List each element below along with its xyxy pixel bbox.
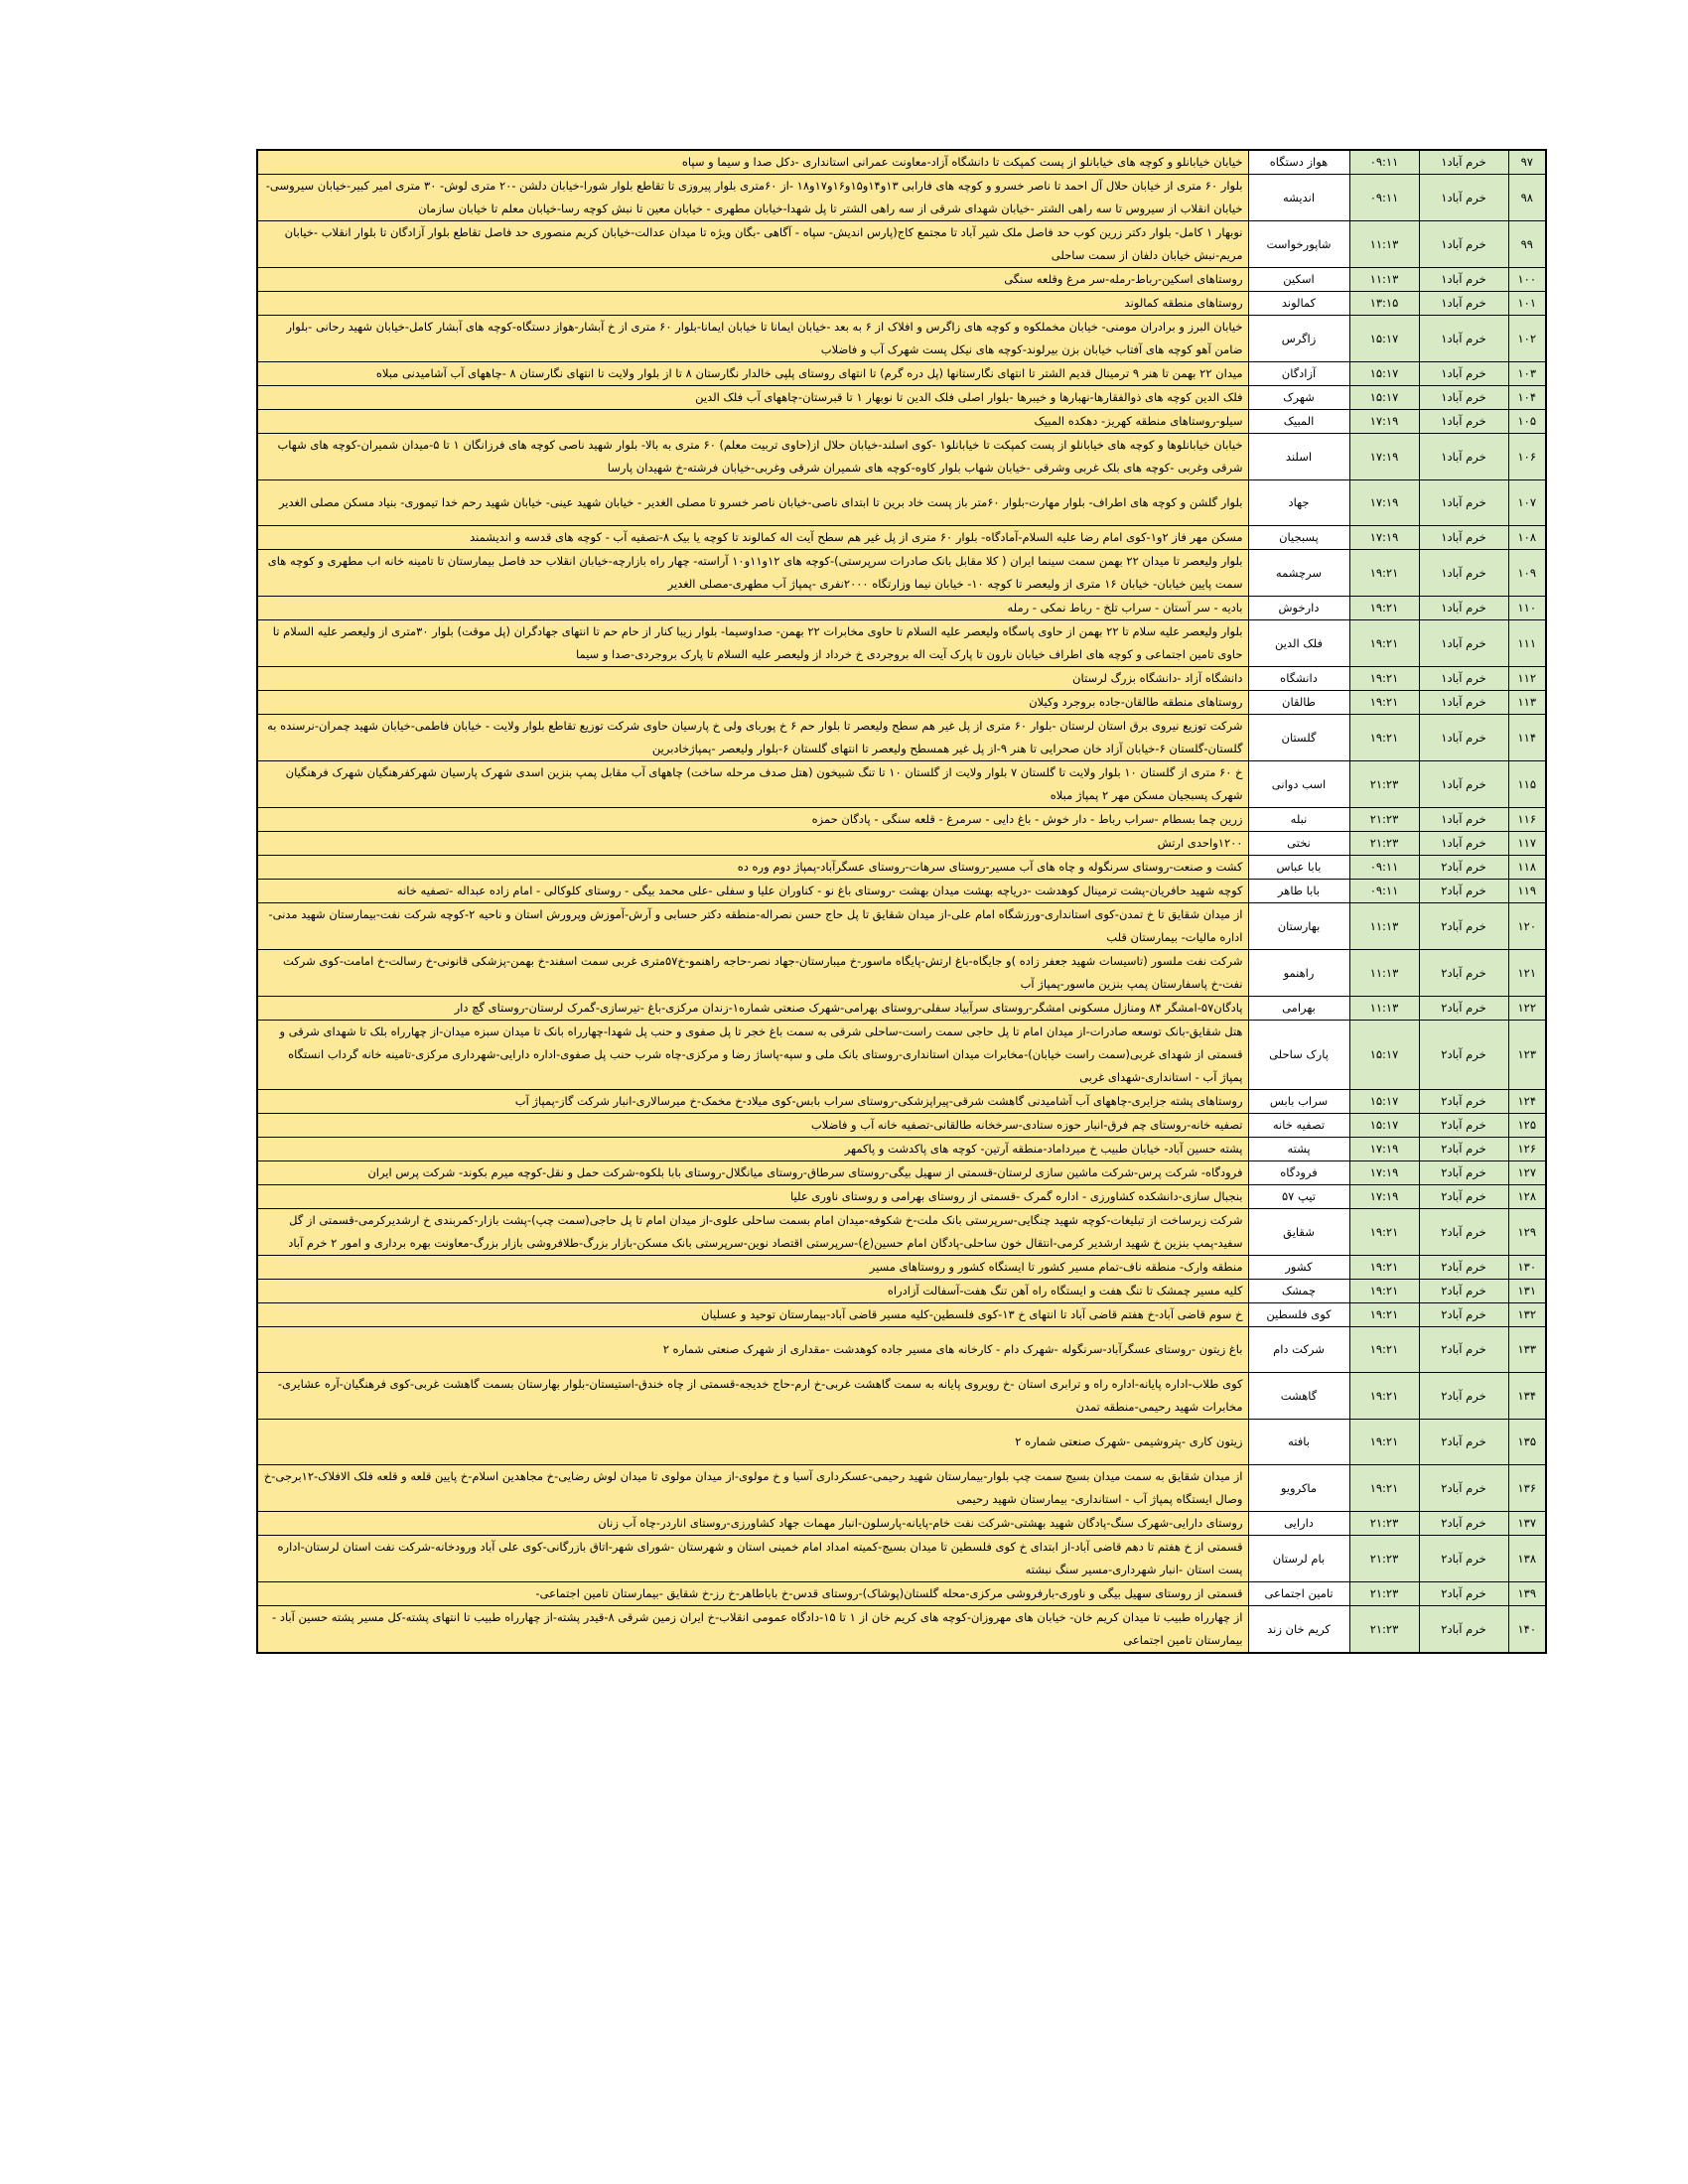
num-cell: ۱۱۵ [1508,761,1546,808]
time-cell: ۱۷:۱۹ [1349,1161,1419,1185]
table-row [257,856,1546,880]
area-cell: بابا طاهر [1248,880,1349,903]
description-cell: از میدان شقایق به سمت میدان بسیج سمت چپ بلوار-بیمارستان شهید رحیمی-عسکرداری آسیا و خ مولوی-از میدان مولوی تا میدان لوش رضایی-خ مجاهدین اسلام-خ پایین قلعه و قلعه فلک الافلاک-۱۲برجی-خ وصال ایستگاه پمپاژ آب - استانداری- بیمارستان شهید رحیمی [257,1465,1248,1512]
city-cell: خرم آباد۲ [1419,903,1508,950]
description-cell: کوی طلاب-اداره پایانه-اداره راه و ترابری استان -خ رویروی پایانه به سمت گاهشت غربی-خ ارم-حاج خدیجه-قسمتی از چاه خندق-استیستان-بلوار بهارستان بسمت گاهشت غربی-کوی فرهنگیان-آره عشایری-مخابرات شهید رحیمی-منطقه تمدن [257,1373,1248,1420]
time-cell: ۲۱:۲۳ [1349,761,1419,808]
area-cell: شهرک [1248,386,1349,410]
num-cell: ۱۱۷ [1508,832,1546,856]
time-cell: ۱۹:۲۱ [1349,1209,1419,1256]
city-cell: خرم آباد۱ [1419,832,1508,856]
table-row [257,526,1546,550]
num-cell: ۱۲۱ [1508,950,1546,997]
table-row [257,1420,1546,1465]
city-cell: خرم آباد۱ [1419,620,1508,667]
num-cell: ۱۲۸ [1508,1185,1546,1209]
area-cell: ماکرویو [1248,1465,1349,1512]
num-cell: ۱۰۱ [1508,292,1546,316]
num-cell: ۱۱۰ [1508,597,1546,620]
time-cell: ۲۱:۲۳ [1349,1582,1419,1606]
area-cell: اسب دوانی [1248,761,1349,808]
area-cell: بام لرستان [1248,1536,1349,1582]
table-row [257,1582,1546,1606]
description-cell: روستای دارایی-شهرک سنگ-پادگان شهید بهشتی-شرکت نفت خام-پایانه-پارسلون-انبار مهمات جهاد کشاورزی-روستای اناردر-چاه آب زنان [257,1512,1248,1536]
city-cell: خرم آباد۲ [1419,997,1508,1021]
area-cell: زاگرس [1248,316,1349,362]
city-cell: خرم آباد۲ [1419,1420,1508,1465]
num-cell: ۱۰۵ [1508,410,1546,434]
area-cell: گاهشت [1248,1373,1349,1420]
table-row [257,268,1546,292]
city-cell: خرم آباد۱ [1419,808,1508,832]
city-cell: خرم آباد۲ [1419,880,1508,903]
area-cell: تصفیه خانه [1248,1114,1349,1138]
table-row [257,1114,1546,1138]
table-row [257,1185,1546,1209]
description-cell: هتل شقایق-بانک توسعه صادرات-از میدان امام تا پل حاجی سمت راست-ساحلی شرقی به سمت باغ خجر تا پل صفوی و حنب پل شهدا-چهارراه بانک تا میدان سبزه میدان-از چهارراه بلک تا شهدای شرقی و قسمتی از شهدای غربی(سمت راست خیابان)-مخابرات میدان استانداری-روستای بانک ملی و سپه-پاساژ رضا و مرکزی-چاه شرب حنب پل صفوی-اداره دارایی-شهرداری مرکزی-تامینه خانه گرداب انستگاه پمپاژ آب - استانداری-شهدای غربی [257,1021,1248,1090]
description-cell: بنجبال سازی-دانشکده کشاورزی - اداره گمرک -قسمتی از روستای بهرامی و روستای ناوری علیا [257,1185,1248,1209]
table-row [257,1536,1546,1582]
city-cell: خرم آباد۱ [1419,691,1508,715]
table-row [257,434,1546,480]
description-cell: بلوار ۶۰ متری از خیابان حلال آل احمد تا ناصر خسرو و کوچه های فارابی ۱۳و۱۴و۱۵و۱۶و۱۷و۱۸ -از ۶۰متری بلوار پیروزی تا تقاطع بلوار شورا-خیابان دلشن -۲۰ متری لوش- ۳۰ متری امیر کبیر-خیابان سیروسی-خیابان انقلاب از سیروس تا سه راهی الشتر -خیابان شهدای شرقی از سه راهی الشتر تا پل شهدا-خیابان مطهری - خیابان معین تا نبش کوچه رسا-خیابان معلم تا خیابان سازمان [257,175,1248,221]
city-cell: خرم آباد۱ [1419,292,1508,316]
area-cell: بابا عباس [1248,856,1349,880]
table-row [257,410,1546,434]
time-cell: ۱۷:۱۹ [1349,1185,1419,1209]
time-cell: ۲۱:۲۳ [1349,1512,1419,1536]
time-cell: ۱۷:۱۹ [1349,1138,1419,1161]
description-cell: خیابان خیابانلوها و کوچه های خیابانلو از پست کمپکت تا خیابانلو۱ -کوی اسلند-خیابان حلال از(حاوی تربیت معلم) ۶۰ متری به بالا- بلوار شهید ناصی کوچه های فرزانگان ۱ تا ۵-میدان شمیران-کوچه های شهاب شرقی وغربی -کوچه های بلک غربی وشرقی -خیابان شهاب بلوار کاوه-کوچه های شمیران شرقی وغربی-خیابان فرشته-خ شهیدان پارسا [257,434,1248,480]
num-cell: ۱۱۳ [1508,691,1546,715]
area-cell: تامین اجتماعی [1248,1582,1349,1606]
outage-schedule-body [257,150,1546,1653]
description-cell: خیابان خیابانلو و کوچه های خیابانلو از پست کمپکت تا دانشگاه آزاد-معاونت عمرانی استانداری -دکل صدا و سیما و سپاه [257,150,1248,175]
area-cell: شاپورخواست [1248,221,1349,268]
description-cell: خ سوم قاضی آباد-خ هفتم قاضی آباد تا انتهای خ ۱۳-کوی فلسطین-کلیه مسیر قاضی آباد-بیمارستان توحید و عسلیان [257,1303,1248,1327]
table-row [257,292,1546,316]
city-cell: خرم آباد۲ [1419,1582,1508,1606]
num-cell: ۱۱۹ [1508,880,1546,903]
description-cell: بادیه - سر آستان - سراب تلخ - رباط نمکی - رمله [257,597,1248,620]
city-cell: خرم آباد۲ [1419,1161,1508,1185]
city-cell: خرم آباد۱ [1419,715,1508,761]
city-cell: خرم آباد۱ [1419,316,1508,362]
num-cell: ۱۲۲ [1508,997,1546,1021]
city-cell: خرم آباد۱ [1419,386,1508,410]
num-cell: ۱۰۶ [1508,434,1546,480]
area-cell: فلک الدین [1248,620,1349,667]
description-cell: بلوار گلشن و کوچه های اطراف- بلوار مهارت-بلوار ۶۰متر باز پست خاد برین تا ابتدای ناصی-خیابان ناصر خسرو تا مصلی الغدیر - خیابان شهید عینی- خیابان شهید رحم خدا تیموری- بنیاد مسکن مصلی الغدیر [257,480,1248,526]
time-cell: ۱۷:۱۹ [1349,434,1419,480]
description-cell: بلوار ولیعصر تا میدان ۲۲ بهمن سمت سینما ایران ( کلا مقابل بانک صادرات سرپرستی)-کوچه های ۱۲و۱۱و۱۰ آراسته- چهار راه بازارچه-خیابان انقلاب حد فاصل بیمارستان تا تامینه خانه اب مطهری و کوچه های سمت پایین خیابان- خیابان ۱۶ متری از ولیعصر تا کوچه ۱۰- خیابان نیما وزارتگاه ۲۰۰۰نفری -پمپاژ آب مطهری-مصلی الغدیر [257,550,1248,597]
area-cell: طالقان [1248,691,1349,715]
area-cell: شرکت دام [1248,1327,1349,1373]
description-cell: شرکت توزیع نیروی برق استان لرستان -بلوار ۶۰ متری از پل غیر هم سطح ولیعصر تا بلوار حم ۶ خ پوربای ولی خ پارسیان حاوی شرکت توزیع تقاطع بلوار ولایت - خیابان فاطمی-خیابان شهید چمران-نرسنده به گلستان-گلستان ۶-خیابان آزاد خان صحرایی تا هنر ۹-از پل غیر همسطح ولیعصر تا انتهای گلستان ۶-بلوار ولیعصر -پمپاژخادبرین [257,715,1248,761]
table-row [257,832,1546,856]
area-cell: راهنمو [1248,950,1349,997]
num-cell: ۱۱۴ [1508,715,1546,761]
description-cell: زیتون کاری -پتروشیمی -شهرک صنعتی شماره ۲ [257,1420,1248,1465]
time-cell: ۲۱:۲۳ [1349,1536,1419,1582]
table-row [257,550,1546,597]
table-row [257,1090,1546,1114]
num-cell: ۱۰۰ [1508,268,1546,292]
num-cell: ۱۴۰ [1508,1606,1546,1654]
description-cell: میدان ۲۲ بهمن تا هنر ۹ ترمینال قدیم الشتر تا انتهای نگارستانها (پل دره گرم) تا انتهای روستای پلپی خالدار نگارستان ۸ تا از بلوار ولایت تا انتهای نگارستان ۸ -چاههای آب آشامیدنی مبلاه [257,362,1248,386]
num-cell: ۱۰۷ [1508,480,1546,526]
time-cell: ۰۹:۱۱ [1349,856,1419,880]
time-cell: ۱۹:۲۱ [1349,691,1419,715]
time-cell: ۲۱:۲۳ [1349,1606,1419,1654]
area-cell: بهارستان [1248,903,1349,950]
area-cell: اندیشه [1248,175,1349,221]
num-cell: ۱۰۴ [1508,386,1546,410]
city-cell: خرم آباد۲ [1419,1138,1508,1161]
description-cell: روستاهای پشته جزایری-چاههای آب آشامیدنی گاهشت شرقی-پیراپزشکی-روستای سراب بابس-کوی میلاد-خ مخمک-خ میرسالاری-انبار شرکت گاز-پمپاژ آب [257,1090,1248,1114]
table-row [257,761,1546,808]
area-cell: نختی [1248,832,1349,856]
num-cell: ۱۲۵ [1508,1114,1546,1138]
time-cell: ۱۱:۱۳ [1349,997,1419,1021]
time-cell: ۱۷:۱۹ [1349,526,1419,550]
city-cell: خرم آباد۱ [1419,362,1508,386]
description-cell: روستاهای اسکین-رباط-رمله-سر مرغ وقلعه سنگی [257,268,1248,292]
area-cell: بهرامی [1248,997,1349,1021]
description-cell: مسکن مهر فاز ۲و۱-کوی امام رضا علیه السلام-آمادگاه- بلوار ۶۰ متری از پل غیر هم سطح آیت اله کمالوند تا کوچه یا بیک ۸-تصفیه آب - کوچه های قدسه و اندیشمند [257,526,1248,550]
city-cell: خرم آباد۲ [1419,1327,1508,1373]
time-cell: ۱۵:۱۷ [1349,386,1419,410]
table-row [257,386,1546,410]
city-cell: خرم آباد۱ [1419,667,1508,691]
num-cell: ۱۲۶ [1508,1138,1546,1161]
description-cell: از چهارراه طبیب تا میدان کریم خان- خیابان های مهروزان-کوچه های کریم خان از ۱ تا ۱۵-دادگاه عمومی انقلاب-خ ایران زمین شرقی ۸-قیدر پشته-از چهارراه طبیب تا انتهای پشته-کل مسیر پشته حسین آباد - بیمارستان تامین اجتماعی [257,1606,1248,1654]
time-cell: ۱۵:۱۷ [1349,1114,1419,1138]
table-row [257,316,1546,362]
table-row [257,1373,1546,1420]
area-cell: شقایق [1248,1209,1349,1256]
table-row [257,480,1546,526]
area-cell: دارخوش [1248,597,1349,620]
description-cell: کلیه مسیر چمشک تا تنگ هفت و ایستگاه راه آهن تنگ هفت-آسفالت آزادراه [257,1280,1248,1303]
num-cell: ۱۱۱ [1508,620,1546,667]
num-cell: ۱۳۰ [1508,1256,1546,1280]
table-row [257,1161,1546,1185]
area-cell: آزادگان [1248,362,1349,386]
table-row [257,691,1546,715]
area-cell: دارایی [1248,1512,1349,1536]
num-cell: ۱۰۹ [1508,550,1546,597]
description-cell: زرین چما بسطام -سراب رباط - دار خوش - باغ دایی - سرمرغ - قلعه سنگی - پادگان حمزه [257,808,1248,832]
city-cell: خرم آباد۲ [1419,1536,1508,1582]
table-row [257,1021,1546,1090]
table-row [257,903,1546,950]
num-cell: ۹۹ [1508,221,1546,268]
table-row [257,1327,1546,1373]
area-cell: اسلند [1248,434,1349,480]
num-cell: ۱۱۲ [1508,667,1546,691]
time-cell: ۱۹:۲۱ [1349,1256,1419,1280]
description-cell: دانشگاه آزاد -دانشگاه بزرگ لرستان [257,667,1248,691]
description-cell: باغ زیتون -روستای عسگرآباد-سرنگوله -شهرک دام - کارخانه های مسیر جاده کوهدشت -مقداری از شهرک صنعتی شماره ۲ [257,1327,1248,1373]
description-cell: سیلو-روستاهای منطقه کهریز- دهکده المبیک [257,410,1248,434]
num-cell: ۱۱۸ [1508,856,1546,880]
num-cell: ۱۳۱ [1508,1280,1546,1303]
city-cell: خرم آباد۲ [1419,1303,1508,1327]
city-cell: خرم آباد۲ [1419,1373,1508,1420]
area-cell: دانشگاه [1248,667,1349,691]
description-cell: روستاهای منطقه کمالوند [257,292,1248,316]
area-cell: کشور [1248,1256,1349,1280]
num-cell: ۱۳۲ [1508,1303,1546,1327]
table-row [257,1138,1546,1161]
area-cell: هواز دستگاه [1248,150,1349,175]
area-cell: گلستان [1248,715,1349,761]
description-cell: بلوار ولیعصر علیه سلام تا ۲۲ بهمن از حاوی پاسگاه ولیعصر علیه السلام تا حاوی مخابرات ۲۲ بهمن- صداوسیما- بلوار زیبا کنار از حام حم تا انتهای جهادگران (پل موقت) بلوار ۳۰متری از ولیعصر علیه السلام تا حاوی تامین اجتماعی و کوچه های اطراف خیابان نارون تا پارک آیت اله بروجردی خ خرداد از ولیعصر علیه السلام تا پارک بروجردی-صدا و سیما [257,620,1248,667]
time-cell: ۱۱:۱۳ [1349,950,1419,997]
table-row [257,880,1546,903]
num-cell: ۹۸ [1508,175,1546,221]
table-row [257,1512,1546,1536]
time-cell: ۱۹:۲۱ [1349,715,1419,761]
time-cell: ۰۹:۱۱ [1349,880,1419,903]
area-cell: سرچشمه [1248,550,1349,597]
description-cell: نوبهار ۱ کامل- بلوار دکتر زرین کوب حد فاصل ملک شیر آباد تا مجتمع کاج(پارس اندیش- سپاه - آگاهی -بگان ویژه تا میدان عدالت-خیابان کریم منصوری حد فاصل تقاطع بلوار آزادگان تا بلوار انقلاب -خیابان مریم-نبش خیابان دلفان از سمت ساحلی [257,221,1248,268]
description-cell: خیابان البرز و برادران مومنی- خیابان مخملکوه و کوچه های زاگرس و افلاک از ۶ به بعد -خیابان ایمانا تا خیابان ایمانا-بلوار ۶۰ متری از خ آبشار-هواز دستگاه-کوچه های آبشار کامل-خیابان شهید رحانی -بلوار ضامن آهو کوچه های آفتاب خیابان بزن بیرلوند-کوچه های نیکل پست شهرک آب و فاضلاب [257,316,1248,362]
num-cell: ۱۲۰ [1508,903,1546,950]
table-row [257,715,1546,761]
num-cell: ۱۲۴ [1508,1090,1546,1114]
table-row [257,620,1546,667]
table-row [257,1280,1546,1303]
city-cell: خرم آباد۲ [1419,950,1508,997]
city-cell: خرم آباد۱ [1419,410,1508,434]
time-cell: ۱۹:۲۱ [1349,1280,1419,1303]
table-row [257,597,1546,620]
description-cell: روستاهای منطقه طالقان-جاده بروجرد وکیلان [257,691,1248,715]
city-cell: خرم آباد۱ [1419,526,1508,550]
num-cell: ۱۰۳ [1508,362,1546,386]
description-cell: فرودگاه- شرکت پرس-شرکت ماشین سازی لرستان-قسمتی از سهیل بیگی-روستای سرطاق-روستای میانگلال-روستای بابا بلکوه-شرکت حمل و نقل-کوچه میرم بکوند- شرکت پرس ایران [257,1161,1248,1185]
table-row [257,150,1546,175]
city-cell: خرم آباد۱ [1419,761,1508,808]
city-cell: خرم آباد۱ [1419,150,1508,175]
city-cell: خرم آباد۲ [1419,856,1508,880]
area-cell: چمشک [1248,1280,1349,1303]
time-cell: ۱۹:۲۱ [1349,667,1419,691]
city-cell: خرم آباد۱ [1419,434,1508,480]
time-cell: ۱۹:۲۱ [1349,620,1419,667]
city-cell: خرم آباد۱ [1419,597,1508,620]
num-cell: ۱۳۹ [1508,1582,1546,1606]
description-cell: پشته حسین آباد- خیابان طبیب خ میرداماد-منطقه آرتین- کوچه های پاکدشت و پاکمهر [257,1138,1248,1161]
time-cell: ۲۱:۲۳ [1349,832,1419,856]
outage-schedule-table [256,149,1547,1654]
area-cell: فرودگاه [1248,1161,1349,1185]
num-cell: ۱۳۴ [1508,1373,1546,1420]
time-cell: ۱۹:۲۱ [1349,597,1419,620]
time-cell: ۰۹:۱۱ [1349,175,1419,221]
description-cell: کوچه شهید حافریان-پشت ترمینال کوهدشت -دریاچه بهشت میدان بهشت -روستای باغ نو - کناوران علیا و سفلی -علی محمد بیگی - روستای کلوکالی - امام زاده عبداله -تصفیه خانه [257,880,1248,903]
area-cell: کمالوند [1248,292,1349,316]
description-cell: کشت و صنعت-روستای سرنگوله و چاه های آب مسیر-روستای سرهات-روستای عسگرآباد-پمپاژ دوم وره ده [257,856,1248,880]
area-cell: پسبجیان [1248,526,1349,550]
time-cell: ۱۱:۱۳ [1349,903,1419,950]
area-cell: نبله [1248,808,1349,832]
time-cell: ۱۵:۱۷ [1349,316,1419,362]
table-row [257,997,1546,1021]
city-cell: خرم آباد۲ [1419,1021,1508,1090]
time-cell: ۱۱:۱۳ [1349,268,1419,292]
num-cell: ۱۱۶ [1508,808,1546,832]
city-cell: خرم آباد۱ [1419,480,1508,526]
area-cell: المبیک [1248,410,1349,434]
city-cell: خرم آباد۲ [1419,1465,1508,1512]
table-row [257,1465,1546,1512]
time-cell: ۱۵:۱۷ [1349,362,1419,386]
time-cell: ۰۹:۱۱ [1349,150,1419,175]
area-cell: جهاد [1248,480,1349,526]
time-cell: ۱۹:۲۱ [1349,1420,1419,1465]
time-cell: ۱۵:۱۷ [1349,1090,1419,1114]
city-cell: خرم آباد۱ [1419,268,1508,292]
area-cell: پارک ساحلی [1248,1021,1349,1090]
description-cell: از میدان شقایق تا خ تمدن-کوی استانداری-ورزشگاه امام علی-از میدان شقایق تا پل حاج حسن نصراله-منطقه دکتر حسابی و آرش-آموزش وپرورش استان و ناحیه ۲-کوچه شرکت نفت-بیمارستان شهید مدنی-اداره مالیات- بیمارستان قلب [257,903,1248,950]
area-cell: کریم خان زند [1248,1606,1349,1654]
table-row [257,175,1546,221]
description-cell: قسمتی از خ هفتم تا دهم قاضی آباد-از ابتدای خ کوی فلسطین تا میدان بسیج-کمیته امداد امام خمینی استان و شهرستان -شورای شهر-اتاق بازرگانی-کوی علی آباد ورودخانه-شرکت نفت استان لرستان-اداره پست استان -انبار شهرداری-مسیر سنگ نبشته [257,1536,1248,1582]
table-row [257,1303,1546,1327]
city-cell: خرم آباد۲ [1419,1280,1508,1303]
num-cell: ۱۳۸ [1508,1536,1546,1582]
city-cell: خرم آباد۲ [1419,1512,1508,1536]
num-cell: ۱۳۳ [1508,1327,1546,1373]
description-cell: پادگان۵۷-امشگر ۸۴ ومنازل مسکونی امشگر-روستای سرآبیاد سفلی-روستای بهرامی-شهرک صنعتی شماره۱-زندان مرکزی-باغ -تیرسازی-گمرک لرستان-روستای گچ دار [257,997,1248,1021]
table-row [257,221,1546,268]
city-cell: خرم آباد۲ [1419,1256,1508,1280]
city-cell: خرم آباد۱ [1419,175,1508,221]
description-cell: شرکت زیرساخت از تبلیغات-کوچه شهید چنگایی-سرپرستی بانک ملت-خ شکوفه-میدان امام بسمت ساحلی علوی-از میدان امام تا پل حاجی(سمت چپ)-پشت بازار-کمربندی خ ارشدیرکرمی-قسمتی از گل سفید-پمپ بنزین خ شهید ارشدیر کرمی-انتقال خون ساحلی-پادگان امام حسین(ع)-سرپرستی اقتصاد نوین-سرپرستی بانک مسکن-بازار بزرگ-طلافروشی بازار بزرگ-معاونت بهره برداری و امور ۲ خرم آباد [257,1209,1248,1256]
area-cell: پشته [1248,1138,1349,1161]
description-cell: ۱۲۰۰واحدی ارتش [257,832,1248,856]
time-cell: ۱۹:۲۱ [1349,1373,1419,1420]
description-cell: قسمتی از روستای سهیل بیگی و ناوری-بارفروشی مرکزی-محله گلستان(پوشاک)-روستای قدس-خ باباطاهر-خ رز-خ شقایق -بیمارستان تامین اجتماعی- [257,1582,1248,1606]
num-cell: ۱۲۹ [1508,1209,1546,1256]
num-cell: ۱۳۷ [1508,1512,1546,1536]
city-cell: خرم آباد۱ [1419,221,1508,268]
time-cell: ۱۹:۲۱ [1349,550,1419,597]
description-cell: خ ۶۰ متری از گلستان ۱۰ بلوار ولایت تا گلستان ۷ بلوار ولایت از گلستان ۱۰ تا تنگ شبیخون (هتل صدف مرحله ساخت) چاههای آب مقابل پمپ بنزین اسدی شهرک پارسیان شهرکفرهنگیان شهرک فرهنگیان شهرک پسبجیان مسکن مهر ۲ پمپاژ مبلاه [257,761,1248,808]
table-row [257,1606,1546,1654]
num-cell: ۱۲۳ [1508,1021,1546,1090]
num-cell: ۱۰۸ [1508,526,1546,550]
time-cell: ۱۷:۱۹ [1349,480,1419,526]
city-cell: خرم آباد۲ [1419,1185,1508,1209]
area-cell: بافته [1248,1420,1349,1465]
area-cell: تیپ ۵۷ [1248,1185,1349,1209]
num-cell: ۱۰۲ [1508,316,1546,362]
description-cell: تصفیه خانه-روستای چم فرق-انبار حوزه ستادی-سرخخانه طالقانی-تصفیه خانه آب و فاضلاب [257,1114,1248,1138]
time-cell: ۲۱:۲۳ [1349,808,1419,832]
table-row [257,1256,1546,1280]
num-cell: ۹۷ [1508,150,1546,175]
area-cell: سراب بابس [1248,1090,1349,1114]
area-cell: اسکین [1248,268,1349,292]
num-cell: ۱۳۵ [1508,1420,1546,1465]
description-cell: شرکت نفت ملسور (تاسیسات شهید جعفر زاده )و جایگاه-باغ ارتش-پایگاه ماسور-خ میبارستان-جهاد نصر-حاجه راهنمو-خ۵۷متری غربی سمت اسفند-خ بهمن-پزشکی قانونی-خ رسالت-خ امامت-کوی شرکت نفت-خ پاسفارستان پمپ بنزین ماسور-پمپاژ آب [257,950,1248,997]
time-cell: ۱۱:۱۳ [1349,221,1419,268]
table-row [257,362,1546,386]
time-cell: ۱۹:۲۱ [1349,1303,1419,1327]
time-cell: ۱۳:۱۵ [1349,292,1419,316]
description-cell: فلک الدین کوچه های ذوالفقارها-نهبارها و خیبرها -بلوار اصلی فلک الدین تا نوبهار ۱ تا قبرستان-چاههای آب فلک الدین [257,386,1248,410]
city-cell: خرم آباد۲ [1419,1209,1508,1256]
table-row [257,950,1546,997]
description-cell: منطقه وارک- منطقه ناف-تمام مسیر کشور تا ایستگاه کشور و روستاهای مسیر [257,1256,1248,1280]
num-cell: ۱۲۷ [1508,1161,1546,1185]
area-cell: کوی فلسطین [1248,1303,1349,1327]
time-cell: ۱۹:۲۱ [1349,1465,1419,1512]
time-cell: ۱۹:۲۱ [1349,1327,1419,1373]
city-cell: خرم آباد۲ [1419,1090,1508,1114]
time-cell: ۱۷:۱۹ [1349,410,1419,434]
table-row [257,808,1546,832]
table-row [257,667,1546,691]
table-row [257,1209,1546,1256]
time-cell: ۱۵:۱۷ [1349,1021,1419,1090]
city-cell: خرم آباد۲ [1419,1606,1508,1654]
num-cell: ۱۳۶ [1508,1465,1546,1512]
city-cell: خرم آباد۱ [1419,550,1508,597]
city-cell: خرم آباد۲ [1419,1114,1508,1138]
